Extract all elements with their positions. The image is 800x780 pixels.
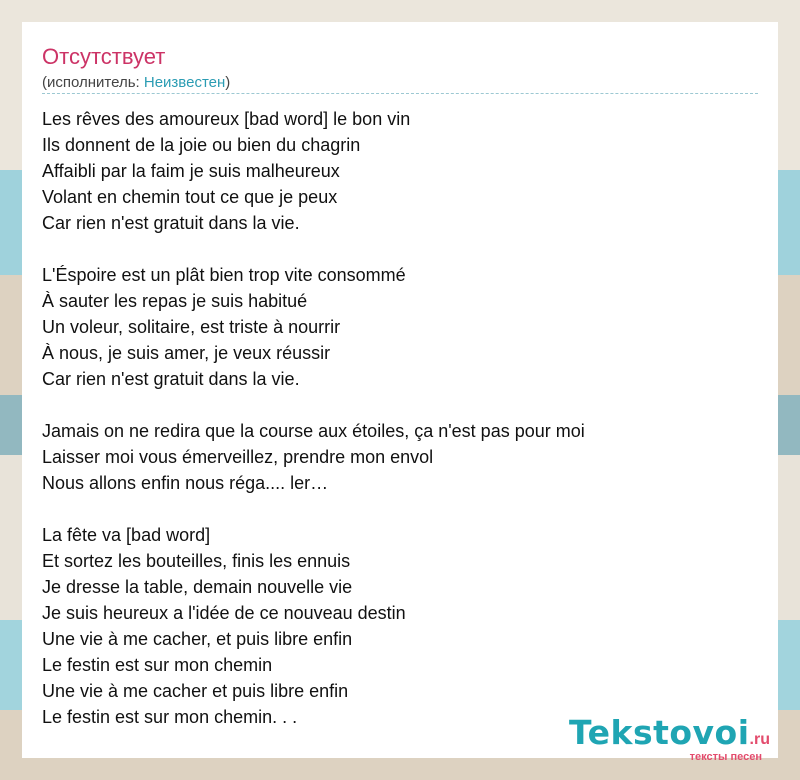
lyric-line: Une vie à me cacher, et puis libre enfin <box>42 629 353 649</box>
watermark-subtitle: тексты песен <box>689 751 762 763</box>
lyric-line: Car rien n'est gratuit dans la vie. <box>42 369 300 389</box>
stanza <box>42 418 758 496</box>
watermark-domain: .ru <box>749 731 770 748</box>
lyric-line: Jamais on ne redira que la course aux étoiles, ça n'est pas pour moi <box>42 421 585 441</box>
artist-prefix: (исполнитель: <box>42 74 144 91</box>
stanza <box>42 522 758 730</box>
stanza <box>42 262 758 392</box>
lyric-line: Car rien n'est gratuit dans la vie. <box>42 213 300 233</box>
lyric-line: Les rêves des amoureux [bad word] le bon vin <box>42 109 411 129</box>
lyric-line: Le festin est sur mon chemin. . . <box>42 707 298 727</box>
lyric-line: Un voleur, solitaire, est triste à nourrir <box>42 317 341 337</box>
artist-line <box>42 74 230 91</box>
song-title: Отсутствует <box>42 44 166 69</box>
artist-link[interactable]: Неизвестен <box>143 74 226 91</box>
watermark-logo: Tekstovoi <box>569 713 750 752</box>
lyric-line: Je suis heureux a l'idée de ce nouveau destin <box>42 603 406 623</box>
site-watermark <box>569 713 770 763</box>
lyrics-body <box>42 106 758 756</box>
lyric-line: À nous, je suis amer, je veux réussir <box>42 343 331 363</box>
stanza <box>42 106 758 236</box>
lyric-line: L'Éspoire est un plât bien trop vite consommé <box>42 265 406 285</box>
lyrics-card <box>22 22 778 763</box>
lyric-line: Nous allons enfin nous réga.... ler… <box>42 473 329 493</box>
lyric-line: La fête va [bad word] <box>42 525 211 545</box>
artist-suffix: ) <box>225 74 231 91</box>
lyric-line: Ils donnent de la joie ou bien du chagrin <box>42 135 361 155</box>
lyric-line: Je dresse la table, demain nouvelle vie <box>42 577 353 597</box>
lyric-line: Le festin est sur mon chemin <box>42 655 273 675</box>
lyric-line: Et sortez les bouteilles, finis les ennuis <box>42 551 351 571</box>
lyric-line: À sauter les repas je suis habitué <box>42 291 308 311</box>
lyric-line: Affaibli par la faim je suis malheureux <box>42 161 340 181</box>
lyric-line: Une vie à me cacher et puis libre enfin <box>42 681 349 701</box>
divider <box>42 93 758 94</box>
lyric-line: Volant en chemin tout ce que je peux <box>42 187 338 207</box>
lyric-line: Laisser moi vous émerveillez, prendre mon envol <box>42 447 434 467</box>
